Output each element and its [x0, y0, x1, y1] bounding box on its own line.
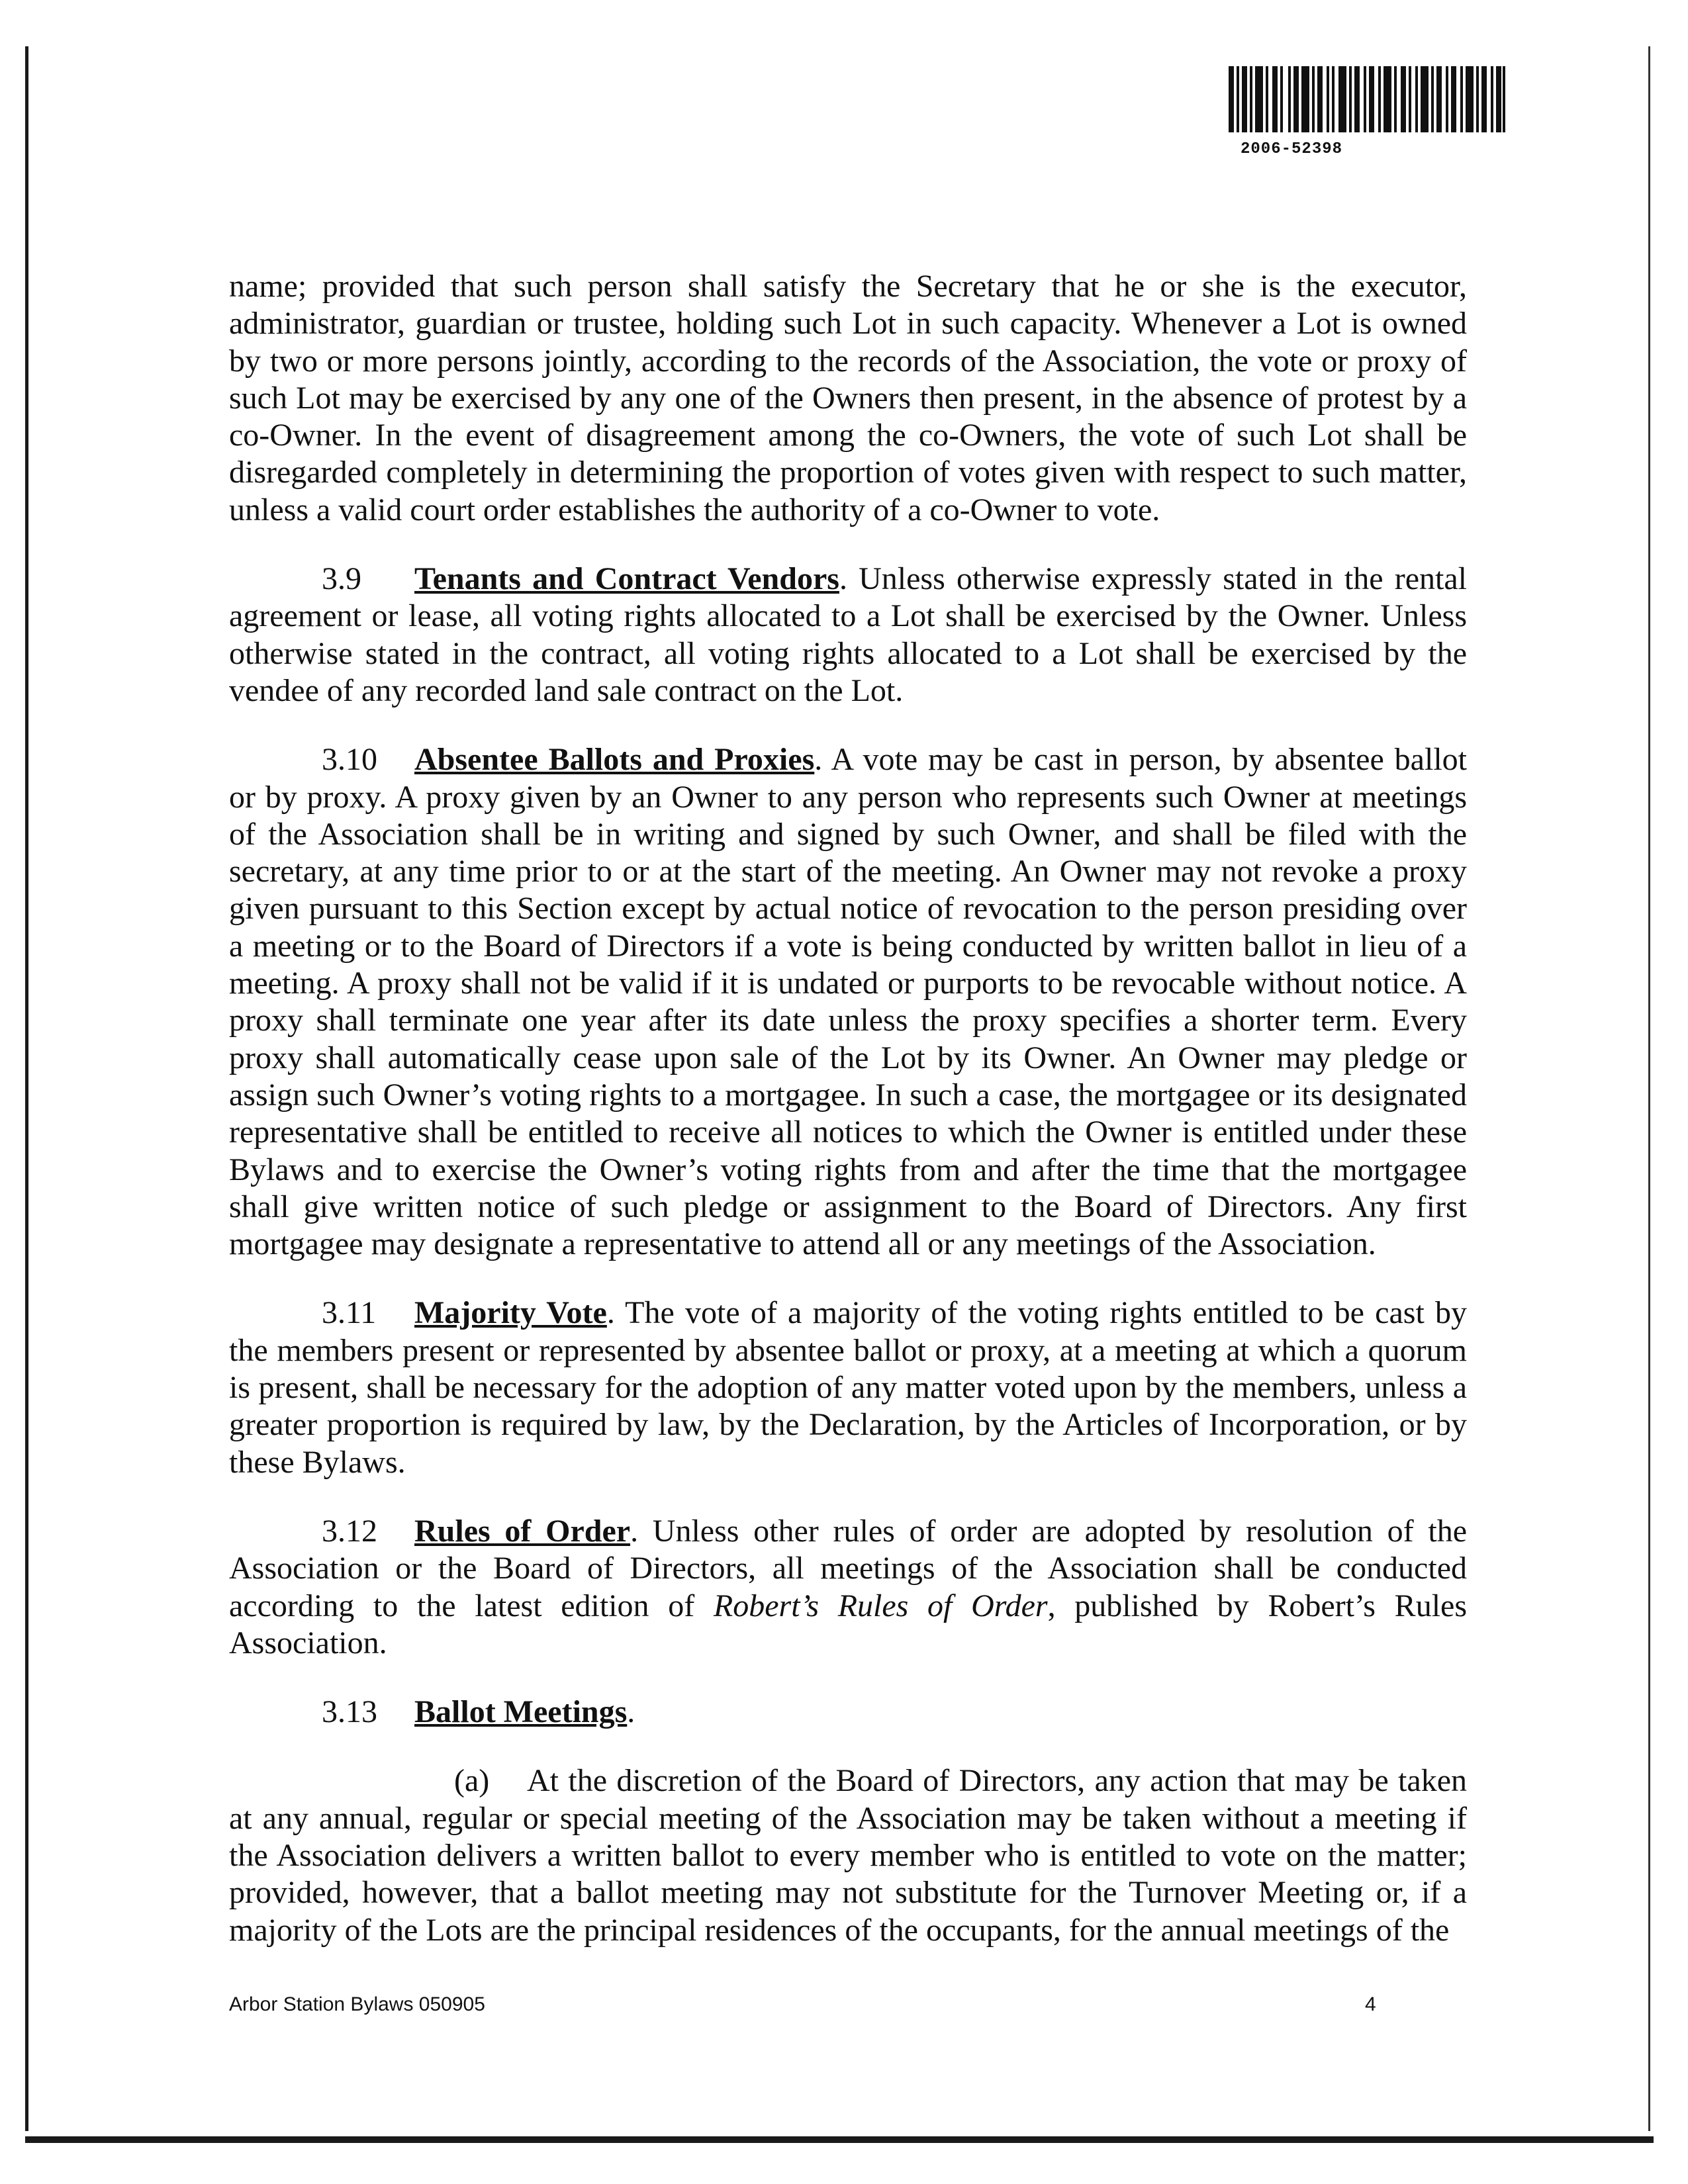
footer-document-name: Arbor Station Bylaws 050905 [229, 1993, 485, 2015]
section-title: Ballot Meetings [414, 1694, 628, 1730]
section-number: 3.9 [322, 561, 361, 597]
section-3-13 [229, 1694, 1467, 1731]
scan-edge-bottom [25, 2136, 1654, 2143]
section-3-10 [229, 741, 1467, 1263]
paragraph-continued: name; provided that such person shall satisfy the Secretary that he or she is the executor, administrator, guardian or trustee, holding such Lot in such capacity. Whenever a Lot is owned by two or more persons jointly, according to the records of the Association, the vote or proxy of such Lot may be exercised by any one of the Owners then present, in the absence of protest by a co-Owner. In the event of disagreement among the co-Owners, the vote of such Lot shall be disregarded completely in determining the proportion of votes given with respect to such matter, unless a valid court order establishes the authority of a co-Owner to vote. [229, 269, 1467, 527]
section-3-9 [229, 561, 1467, 709]
section-body: . The vote of a majority of the voting rights entitled to be cast by the members present or represented by absentee ballot or proxy, at a meeting at which a quorum is present, shall be necessary for the adoption of any matter voted upon by the members, unless a greater proportion is required by law, by the Declaration, by the Articles of Incorporation, or by these Bylaws. [229, 1295, 1468, 1480]
subsection-label: (a) [454, 1763, 490, 1799]
barcode-number: 2006-52398 [1241, 140, 1343, 158]
section-number: 3.13 [322, 1694, 377, 1730]
scan-edge-left [25, 46, 28, 2131]
section-number: 3.10 [322, 742, 377, 778]
section-title: Tenants and Contract Vendors [414, 561, 839, 597]
barcode-icon [1229, 66, 1507, 132]
subsection-body: At the discretion of the Board of Directors, any action that may be taken at any annual, regular or special meeting of the Association may be taken without a meeting if the Association delivers a written ballot to every member who is entitled to vote on the matter; provided, however, that a ballot meeting may not substitute for the Turnover Meeting or, if a majority of the Lots are the principal residences of the occupants, for the annual meetings of the [229, 1763, 1467, 1948]
section-number: 3.12 [322, 1513, 377, 1549]
section-body-end: , published by Robert’s Rules Association. [229, 1588, 1468, 1661]
document-body [229, 268, 1467, 1949]
section-3-11 [229, 1295, 1467, 1480]
recording-barcode [1229, 66, 1507, 159]
section-3-12 [229, 1513, 1467, 1662]
section-title: Majority Vote [414, 1295, 607, 1331]
section-body: . A vote may be cast in person, by absentee ballot or by proxy. A proxy given by an Owner to any person who represents such Owner at meetings of the Association shall be in writing and signed by such Owner, and shall be filed with the secretary, at any time prior to or at the start of the meeting. An Owner may not revoke a proxy given pursuant to this Section except by actual notice of revocation to the person presiding over a meeting or to the Board of Directors if a vote is being conducted by written ballot in lieu of a meeting. A proxy shall not be valid if it is undated or purports to be revocable without notice. A proxy shall terminate one year after its date unless the proxy specifies a shorter term. Every proxy shall automatically cease upon sale of the Lot by its Owner. An Owner may pledge or assign such Owner’s voting rights to a mortgagee. In such a case, the mortgagee or its designated representative shall be entitled to receive all notices to which the Owner is entitled under these Bylaws and to exercise the Owner’s voting rights from and after the time that the mortgagee shall give written notice of such pledge or assignment to the Board of Directors. Any first mortgagee may designate a representative to attend all or any meetings of the Association. [229, 742, 1467, 1262]
section-title: Rules of Order [414, 1513, 631, 1549]
footer-page-number: 4 [1365, 1993, 1376, 2015]
section-number: 3.11 [322, 1295, 377, 1331]
section-body: . Unless otherwise expressly stated in the rental agreement or lease, all voting rights allocated to a Lot shall be exercised by the Owner. Unless otherwise stated in the contract, all voting rights allocated to a Lot shall be exercised by the vendee of any recorded land sale contract on the Lot. [229, 561, 1468, 708]
scan-edge-right [1648, 46, 1650, 2131]
section-title: Absentee Ballots and Proxies [414, 742, 815, 778]
section-3-13-a [229, 1762, 1467, 1948]
section-title-period: . [627, 1694, 635, 1730]
section-body: . Unless other rules of order are adopted by resolution of the Association or the Board of Directors, all meetings of the Association shall be conducted according to the latest edition of [229, 1513, 1468, 1623]
section-italic-title: Robert’s Rules of Order [713, 1588, 1048, 1623]
